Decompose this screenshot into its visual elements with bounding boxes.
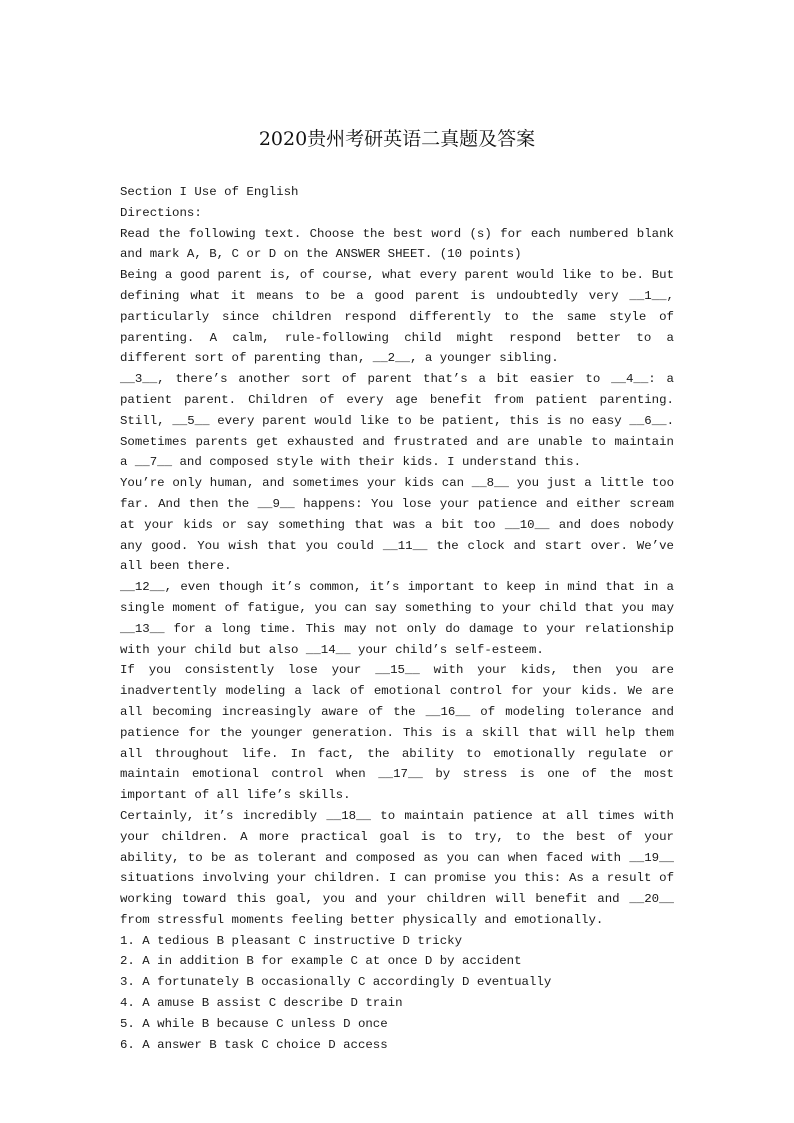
section-heading: Section I Use of English	[120, 185, 299, 199]
option-line: 1. A tedious B pleasant C instructive D tricky	[120, 933, 463, 948]
passage-paragraph: __12__, even though it’s common, it’s important to keep in mind that in a single moment of fatigue, you can say something to your child that you may __13__ for a long time. This may not only do damage to your relationship with your child but also __14__ your child’s self-esteem.	[120, 580, 674, 657]
option-line: 5. A while B because C unless D once	[120, 1016, 388, 1031]
answer-options-list	[120, 931, 674, 1056]
passage-paragraph: If you consistently lose your __15__ with your kids, then you are inadvertently modeling a lack of emotional control for your kids. We are all becoming increasingly aware of the __16__ of modeling tolerance and patience for the younger generation. This is a skill that will help them all throughout life. In fact, the ability to emotionally regulate or maintain emotional control when __17__ by stress is one of the most important of all life’s skills.	[120, 663, 674, 803]
directions-text: Read the following text. Choose the best word (s) for each numbered blank and mark A, B, C or D on the ANSWER SHEET. (10 points)	[120, 226, 674, 262]
passage-paragraph: Being a good parent is, of course, what every parent would like to be. But defining what it means to be a good parent is undoubtedly very __1__, particularly since children respond differently to the same style of parenting. A calm, rule-following child might respond better to a different sort of parenting than, __2__, a younger sibling.	[120, 268, 674, 366]
page-title: 2020贵州考研英语二真题及答案	[258, 128, 536, 150]
document-body	[120, 182, 674, 1055]
passage-paragraph: __3__, there’s another sort of parent that’s a bit easier to __4__: a patient parent. Children of every age benefit from patient parenting. Still, __5__ every parent would like to be patient, this is no easy __6__. Sometimes parents get exhausted and frustrated and are unable to maintain a __7__ and composed style with their kids. I understand this.	[120, 372, 674, 470]
option-line: 2. A in addition B for example C at once D by accident	[120, 954, 522, 969]
option-line: 3. A fortunately B occasionally C accordingly D eventually	[120, 975, 552, 990]
passage-paragraph: Certainly, it’s incredibly __18__ to maintain patience at all times with your children. A more practical goal is to try, to the best of your ability, to be as tolerant and composed as you can when faced with __19__ situations involving your children. I can promise you this: As a result of working toward this goal, you and your children will benefit and __20__ from stressful moments feeling better physically and emotionally.	[120, 808, 674, 927]
option-line: 6. A answer B task C choice D access	[120, 1037, 388, 1052]
passage-paragraph: You’re only human, and sometimes your kids can __8__ you just a little too far. And then the __9__ happens: You lose your patience and either scream at your kids or say something that was a bit too __10__ and does nobody any good. You wish that you could __11__ the clock and start over. We’ve all been there.	[120, 476, 674, 574]
directions-label: Directions:	[120, 205, 202, 220]
option-line: 4. A amuse B assist C describe D train	[120, 996, 403, 1011]
